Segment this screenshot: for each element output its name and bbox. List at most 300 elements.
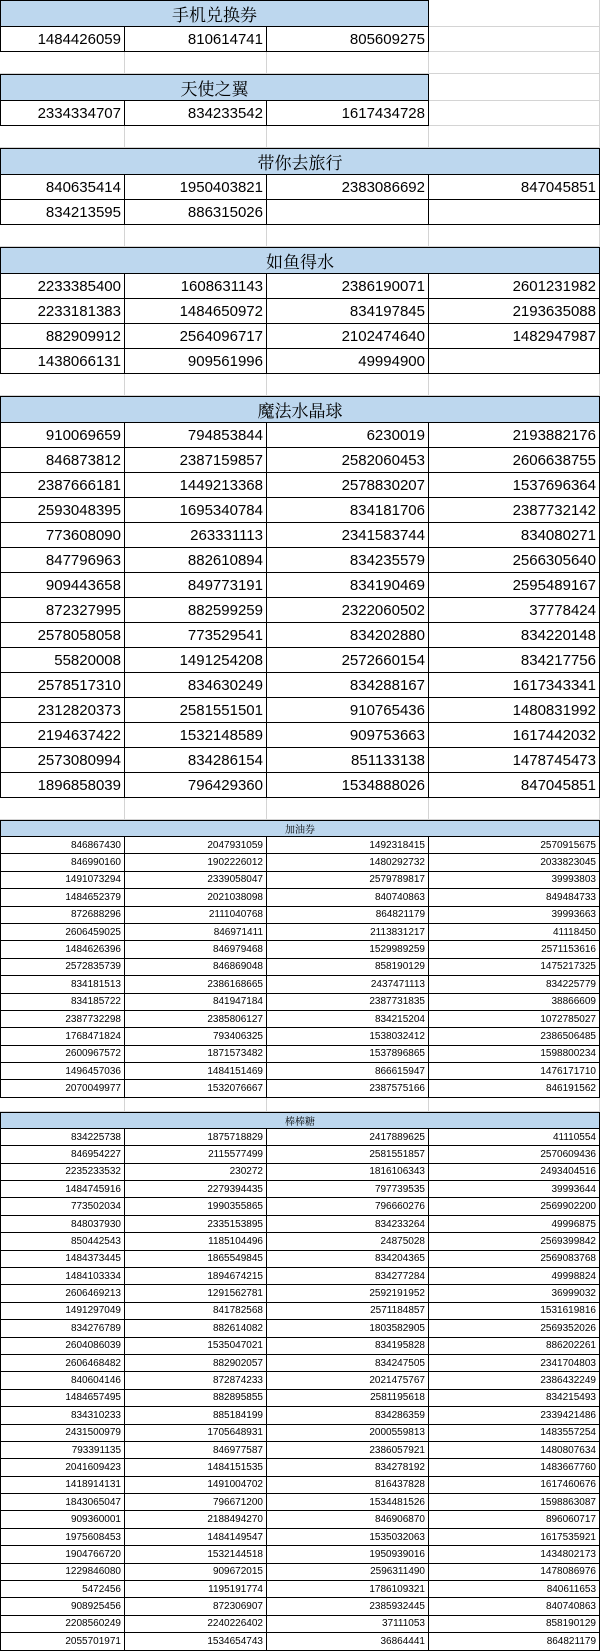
table-cell[interactable]: 1894674215 (125, 1268, 267, 1285)
table-cell[interactable]: 1484426059 (0, 27, 125, 52)
table-cell[interactable]: 847045851 (429, 175, 600, 200)
table-cell[interactable]: 2431500979 (0, 1425, 125, 1442)
empty-cell[interactable] (125, 1098, 267, 1112)
table-cell[interactable]: 841947184 (125, 994, 267, 1011)
table-cell[interactable]: 834195828 (267, 1338, 429, 1355)
empty-cell[interactable] (429, 374, 600, 396)
table-cell[interactable]: 2115577499 (125, 1146, 267, 1163)
empty-cell[interactable] (429, 52, 600, 74)
table-cell[interactable]: 846191562 (429, 1080, 600, 1097)
table-cell[interactable]: 909360001 (0, 1511, 125, 1528)
table-cell[interactable]: 834278192 (267, 1459, 429, 1476)
table-cell[interactable]: 1484373445 (0, 1251, 125, 1268)
table-cell[interactable]: 49998824 (429, 1268, 600, 1285)
table-cell[interactable]: 2279394435 (125, 1181, 267, 1198)
table-cell[interactable]: 2582060453 (267, 448, 429, 473)
empty-cell[interactable] (125, 374, 267, 396)
table-cell[interactable]: 2383086692 (267, 175, 429, 200)
table-cell[interactable]: 2566305640 (429, 548, 600, 573)
section-title[interactable]: 加油券 (0, 820, 600, 837)
table-cell[interactable]: 886202261 (429, 1338, 600, 1355)
empty-cell[interactable] (429, 0, 600, 27)
table-cell[interactable]: 896060717 (429, 1511, 600, 1528)
table-cell[interactable]: 2334334707 (0, 101, 125, 126)
table-cell[interactable]: 1904766720 (0, 1546, 125, 1563)
table-cell[interactable]: 840635414 (0, 175, 125, 200)
table-cell[interactable]: 1491004702 (125, 1477, 267, 1494)
table-cell[interactable] (429, 101, 600, 126)
table-cell[interactable]: 2111040768 (125, 907, 267, 924)
empty-cell[interactable] (267, 225, 429, 247)
table-cell[interactable]: 834286359 (267, 1407, 429, 1424)
table-cell[interactable]: 1291562781 (125, 1285, 267, 1302)
table-cell[interactable]: 2578830207 (267, 473, 429, 498)
table-cell[interactable]: 55820008 (0, 648, 125, 673)
table-cell[interactable]: 1072785027 (429, 1011, 600, 1028)
table-cell[interactable]: 850442543 (0, 1233, 125, 1250)
table-cell[interactable]: 36864441 (267, 1633, 429, 1650)
table-cell[interactable]: 1483557254 (429, 1425, 600, 1442)
table-cell[interactable]: 882909912 (0, 324, 125, 349)
table-cell[interactable]: 805609275 (267, 27, 429, 52)
table-cell[interactable]: 834190469 (267, 573, 429, 598)
empty-cell[interactable] (429, 74, 600, 101)
table-cell[interactable]: 263331113 (125, 523, 267, 548)
empty-cell[interactable] (125, 798, 267, 820)
table-cell[interactable]: 2569352026 (429, 1320, 600, 1337)
table-cell[interactable]: 2604086039 (0, 1338, 125, 1355)
table-cell[interactable]: 2033823045 (429, 854, 600, 871)
table-cell[interactable]: 797739535 (267, 1181, 429, 1198)
table-cell[interactable]: 2070049977 (0, 1080, 125, 1097)
table-cell[interactable]: 1538032412 (267, 1028, 429, 1045)
table-cell[interactable]: 1491297049 (0, 1303, 125, 1320)
table-cell[interactable] (429, 349, 600, 374)
table-cell[interactable]: 2600967572 (0, 1046, 125, 1063)
table-cell[interactable] (429, 200, 600, 225)
table-cell[interactable]: 37111053 (267, 1616, 429, 1633)
table-cell[interactable]: 909561996 (125, 349, 267, 374)
section-title[interactable]: 魔法水晶球 (0, 396, 600, 423)
table-cell[interactable]: 1185104496 (125, 1233, 267, 1250)
table-cell[interactable]: 1484657495 (0, 1390, 125, 1407)
table-cell[interactable]: 847045851 (429, 773, 600, 798)
table-cell[interactable]: 2322060502 (267, 598, 429, 623)
table-cell[interactable]: 834225779 (429, 976, 600, 993)
empty-cell[interactable] (0, 126, 125, 148)
table-cell[interactable]: 41118450 (429, 924, 600, 941)
table-cell[interactable]: 840604146 (0, 1372, 125, 1389)
table-cell[interactable]: 834233542 (125, 101, 267, 126)
table-cell[interactable]: 2021475767 (267, 1372, 429, 1389)
table-cell[interactable]: 834215493 (429, 1390, 600, 1407)
table-cell[interactable]: 1478745473 (429, 748, 600, 773)
table-cell[interactable]: 840740863 (267, 889, 429, 906)
table-cell[interactable]: 1482947987 (429, 324, 600, 349)
table-cell[interactable]: 834213595 (0, 200, 125, 225)
table-cell[interactable]: 2047931059 (125, 837, 267, 854)
table-cell[interactable]: 864821179 (267, 907, 429, 924)
table-cell[interactable]: 1535047021 (125, 1338, 267, 1355)
empty-cell[interactable] (125, 126, 267, 148)
table-cell[interactable]: 834181706 (267, 498, 429, 523)
table-cell[interactable]: 2312820373 (0, 698, 125, 723)
table-cell[interactable]: 1617434728 (267, 101, 429, 126)
table-cell[interactable]: 886315026 (125, 200, 267, 225)
table-cell[interactable]: 1480292732 (267, 854, 429, 871)
table-cell[interactable]: 1484745916 (0, 1181, 125, 1198)
table-cell[interactable] (429, 27, 600, 52)
table-cell[interactable]: 846990160 (0, 854, 125, 871)
table-cell[interactable]: 2569083768 (429, 1251, 600, 1268)
table-cell[interactable]: 816437828 (267, 1477, 429, 1494)
table-cell[interactable]: 1532076667 (125, 1080, 267, 1097)
empty-cell[interactable] (0, 225, 125, 247)
table-cell[interactable]: 2235233532 (0, 1164, 125, 1181)
table-cell[interactable]: 2386190071 (267, 274, 429, 299)
section-title[interactable]: 棒棒糖 (0, 1112, 600, 1129)
empty-cell[interactable] (267, 1098, 429, 1112)
section-title[interactable]: 如鱼得水 (0, 247, 600, 274)
table-cell[interactable]: 1617460676 (429, 1477, 600, 1494)
table-cell[interactable]: 1950403821 (125, 175, 267, 200)
table-cell[interactable]: 2055701971 (0, 1633, 125, 1650)
table-cell[interactable]: 24875028 (267, 1233, 429, 1250)
table-cell[interactable]: 1484626396 (0, 941, 125, 958)
table-cell[interactable]: 1617343341 (429, 673, 600, 698)
table-cell[interactable]: 1535032063 (267, 1529, 429, 1546)
table-cell[interactable]: 872688296 (0, 907, 125, 924)
table-cell[interactable]: 1608631143 (125, 274, 267, 299)
table-cell[interactable]: 1950939016 (267, 1546, 429, 1563)
table-cell[interactable]: 834080271 (429, 523, 600, 548)
table-cell[interactable]: 2493404516 (429, 1164, 600, 1181)
table-cell[interactable]: 834181513 (0, 976, 125, 993)
table-cell[interactable]: 834276789 (0, 1320, 125, 1337)
table-cell[interactable]: 2581551857 (267, 1146, 429, 1163)
table-cell[interactable]: 2341704803 (429, 1355, 600, 1372)
table-cell[interactable]: 773608090 (0, 523, 125, 548)
empty-cell[interactable] (0, 374, 125, 396)
table-cell[interactable]: 41110554 (429, 1129, 600, 1146)
empty-cell[interactable] (125, 225, 267, 247)
table-cell[interactable]: 834215204 (267, 1011, 429, 1028)
table-cell[interactable]: 2593048395 (0, 498, 125, 523)
table-cell[interactable]: 1843065047 (0, 1494, 125, 1511)
table-cell[interactable]: 2572835739 (0, 959, 125, 976)
table-cell[interactable]: 2000559813 (267, 1425, 429, 1442)
section-title[interactable]: 带你去旅行 (0, 148, 600, 175)
table-cell[interactable]: 1705648931 (125, 1425, 267, 1442)
table-cell[interactable]: 1475217325 (429, 959, 600, 976)
table-cell[interactable]: 796671200 (125, 1494, 267, 1511)
table-cell[interactable]: 796429360 (125, 773, 267, 798)
table-cell[interactable]: 851133138 (267, 748, 429, 773)
table-cell[interactable]: 2102474640 (267, 324, 429, 349)
table-cell[interactable]: 2572660154 (267, 648, 429, 673)
table-cell[interactable]: 834288167 (267, 673, 429, 698)
table-cell[interactable]: 2606459025 (0, 924, 125, 941)
table-cell[interactable]: 1534888026 (267, 773, 429, 798)
table-cell[interactable]: 2437471113 (267, 976, 429, 993)
table-cell[interactable]: 858190129 (429, 1616, 600, 1633)
table-cell[interactable]: 834310233 (0, 1407, 125, 1424)
table-cell[interactable]: 39993803 (429, 872, 600, 889)
table-cell[interactable]: 849484733 (429, 889, 600, 906)
table-cell[interactable]: 2564096717 (125, 324, 267, 349)
table-cell[interactable]: 872306907 (125, 1598, 267, 1615)
table-cell[interactable]: 834235579 (267, 548, 429, 573)
table-cell[interactable]: 773502034 (0, 1198, 125, 1215)
table-cell[interactable]: 1434802173 (429, 1546, 600, 1563)
table-cell[interactable]: 1496457036 (0, 1063, 125, 1080)
table-cell[interactable]: 2606638755 (429, 448, 600, 473)
table-cell[interactable]: 1480831992 (429, 698, 600, 723)
table-cell[interactable]: 2579789817 (267, 872, 429, 889)
table-cell[interactable]: 840740863 (429, 1598, 600, 1615)
table-cell[interactable]: 1229846080 (0, 1564, 125, 1581)
empty-cell[interactable] (0, 1098, 125, 1112)
section-title[interactable]: 手机兑换券 (0, 0, 429, 27)
table-cell[interactable]: 1786109321 (267, 1581, 429, 1598)
table-cell[interactable]: 1695340784 (125, 498, 267, 523)
table-cell[interactable]: 866615947 (267, 1063, 429, 1080)
table-cell[interactable]: 2571153616 (429, 941, 600, 958)
table-cell[interactable]: 1484151535 (125, 1459, 267, 1476)
table-cell[interactable]: 2571184857 (267, 1303, 429, 1320)
table-cell[interactable]: 1532144518 (125, 1546, 267, 1563)
table-cell[interactable]: 1532148589 (125, 723, 267, 748)
table-cell[interactable]: 872327995 (0, 598, 125, 623)
table-cell[interactable]: 773529541 (125, 623, 267, 648)
empty-cell[interactable] (429, 225, 600, 247)
table-cell[interactable]: 846873812 (0, 448, 125, 473)
table-cell[interactable]: 1534481526 (267, 1494, 429, 1511)
table-cell[interactable]: 849773191 (125, 573, 267, 598)
table-cell[interactable]: 2335153895 (125, 1216, 267, 1233)
table-cell[interactable]: 36999032 (429, 1285, 600, 1302)
table-cell[interactable]: 49994900 (267, 349, 429, 374)
table-cell[interactable]: 1195191774 (125, 1581, 267, 1598)
table-cell[interactable]: 834197845 (267, 299, 429, 324)
table-cell[interactable]: 2578517310 (0, 673, 125, 698)
table-cell[interactable]: 846906870 (267, 1511, 429, 1528)
table-cell[interactable]: 1975608453 (0, 1529, 125, 1546)
table-cell[interactable]: 1484103334 (0, 1268, 125, 1285)
table-cell[interactable]: 834286154 (125, 748, 267, 773)
table-cell[interactable]: 882614082 (125, 1320, 267, 1337)
table-cell[interactable]: 1483667760 (429, 1459, 600, 1476)
table-cell[interactable]: 834233264 (267, 1216, 429, 1233)
table-cell[interactable]: 864821179 (429, 1633, 600, 1650)
table-cell[interactable]: 882599259 (125, 598, 267, 623)
table-cell[interactable]: 1478086976 (429, 1564, 600, 1581)
table-cell[interactable]: 1534654743 (125, 1633, 267, 1650)
table-cell[interactable]: 2386057921 (267, 1442, 429, 1459)
table-cell[interactable]: 39993644 (429, 1181, 600, 1198)
table-cell[interactable]: 910765436 (267, 698, 429, 723)
table-cell[interactable]: 1816106343 (267, 1164, 429, 1181)
table-cell[interactable]: 2581195618 (267, 1390, 429, 1407)
table-cell[interactable]: 2387732298 (0, 1011, 125, 1028)
empty-cell[interactable] (0, 52, 125, 74)
table-cell[interactable]: 2387159857 (125, 448, 267, 473)
table-cell[interactable]: 2339058047 (125, 872, 267, 889)
table-cell[interactable]: 2193882176 (429, 423, 600, 448)
table-cell[interactable]: 2339421486 (429, 1407, 600, 1424)
table-cell[interactable]: 2570609436 (429, 1146, 600, 1163)
empty-cell[interactable] (0, 798, 125, 820)
empty-cell[interactable] (267, 798, 429, 820)
table-cell[interactable]: 2385932445 (267, 1598, 429, 1615)
table-cell[interactable]: 2573080994 (0, 748, 125, 773)
table-cell[interactable]: 2569902200 (429, 1198, 600, 1215)
table-cell[interactable]: 847796963 (0, 548, 125, 573)
empty-cell[interactable] (125, 52, 267, 74)
table-cell[interactable]: 1480807634 (429, 1442, 600, 1459)
table-cell[interactable]: 796660276 (267, 1198, 429, 1215)
table-cell[interactable]: 2233181383 (0, 299, 125, 324)
table-cell[interactable]: 1598863087 (429, 1494, 600, 1511)
empty-cell[interactable] (429, 798, 600, 820)
table-cell[interactable]: 1865549845 (125, 1251, 267, 1268)
table-cell[interactable]: 2208560249 (0, 1616, 125, 1633)
table-cell[interactable]: 909672015 (125, 1564, 267, 1581)
table-cell[interactable]: 872874233 (125, 1372, 267, 1389)
table-cell[interactable]: 834220148 (429, 623, 600, 648)
table-cell[interactable]: 2606469213 (0, 1285, 125, 1302)
table-cell[interactable]: 910069659 (0, 423, 125, 448)
table-cell[interactable]: 793391135 (0, 1442, 125, 1459)
table-cell[interactable]: 1617535921 (429, 1529, 600, 1546)
table-cell[interactable]: 1803582905 (267, 1320, 429, 1337)
table-cell[interactable]: 834185722 (0, 994, 125, 1011)
table-cell[interactable]: 846867430 (0, 837, 125, 854)
table-cell[interactable]: 1768471824 (0, 1028, 125, 1045)
table-cell[interactable]: 2341583744 (267, 523, 429, 548)
empty-cell[interactable] (429, 126, 600, 148)
table-cell[interactable]: 6230019 (267, 423, 429, 448)
table-cell[interactable]: 1537696364 (429, 473, 600, 498)
table-cell[interactable]: 908925456 (0, 1598, 125, 1615)
table-cell[interactable]: 5472456 (0, 1581, 125, 1598)
table-cell[interactable]: 1529989259 (267, 941, 429, 958)
table-cell[interactable]: 1449213368 (125, 473, 267, 498)
table-cell[interactable]: 1438066131 (0, 349, 125, 374)
table-cell[interactable]: 834217756 (429, 648, 600, 673)
table-cell[interactable]: 2606468482 (0, 1355, 125, 1372)
table-cell[interactable]: 1476171710 (429, 1063, 600, 1080)
table-cell[interactable]: 834630249 (125, 673, 267, 698)
table-cell[interactable]: 1871573482 (125, 1046, 267, 1063)
table-cell[interactable]: 37778424 (429, 598, 600, 623)
table-cell[interactable]: 2386432249 (429, 1372, 600, 1389)
table-cell[interactable]: 2387731835 (267, 994, 429, 1011)
table-cell[interactable] (267, 200, 429, 225)
table-cell[interactable]: 2385806127 (125, 1011, 267, 1028)
empty-cell[interactable] (267, 126, 429, 148)
empty-cell[interactable] (267, 374, 429, 396)
table-cell[interactable]: 1484650972 (125, 299, 267, 324)
table-cell[interactable]: 2387575166 (267, 1080, 429, 1097)
table-cell[interactable]: 1617442032 (429, 723, 600, 748)
table-cell[interactable]: 2240226402 (125, 1616, 267, 1633)
table-cell[interactable]: 1896858039 (0, 773, 125, 798)
table-cell[interactable]: 1492318415 (267, 837, 429, 854)
table-cell[interactable]: 834277284 (267, 1268, 429, 1285)
table-cell[interactable]: 230272 (125, 1164, 267, 1181)
table-cell[interactable]: 1484652379 (0, 889, 125, 906)
table-cell[interactable]: 909443658 (0, 573, 125, 598)
table-cell[interactable]: 1491073294 (0, 872, 125, 889)
table-cell[interactable]: 39993663 (429, 907, 600, 924)
table-cell[interactable]: 49996875 (429, 1216, 600, 1233)
table-cell[interactable]: 1990355865 (125, 1198, 267, 1215)
table-cell[interactable]: 2595489167 (429, 573, 600, 598)
table-cell[interactable]: 1491254208 (125, 648, 267, 673)
table-cell[interactable]: 834204365 (267, 1251, 429, 1268)
table-cell[interactable]: 2188494270 (125, 1511, 267, 1528)
table-cell[interactable]: 885184199 (125, 1407, 267, 1424)
empty-cell[interactable] (429, 1098, 600, 1112)
table-cell[interactable]: 834225738 (0, 1129, 125, 1146)
table-cell[interactable]: 793406325 (125, 1028, 267, 1045)
table-cell[interactable]: 2386506485 (429, 1028, 600, 1045)
table-cell[interactable]: 1902226012 (125, 854, 267, 871)
table-cell[interactable]: 1537896865 (267, 1046, 429, 1063)
table-cell[interactable]: 1875718829 (125, 1129, 267, 1146)
table-cell[interactable]: 841782568 (125, 1303, 267, 1320)
table-cell[interactable]: 846977587 (125, 1442, 267, 1459)
table-cell[interactable]: 846979468 (125, 941, 267, 958)
table-cell[interactable]: 2194637422 (0, 723, 125, 748)
table-cell[interactable]: 2387666181 (0, 473, 125, 498)
table-cell[interactable]: 909753663 (267, 723, 429, 748)
table-cell[interactable]: 858190129 (267, 959, 429, 976)
table-cell[interactable]: 1531619816 (429, 1303, 600, 1320)
table-cell[interactable]: 2386168665 (125, 976, 267, 993)
table-cell[interactable]: 2417889625 (267, 1129, 429, 1146)
table-cell[interactable]: 2113831217 (267, 924, 429, 941)
table-cell[interactable]: 2592191952 (267, 1285, 429, 1302)
table-cell[interactable]: 2233385400 (0, 274, 125, 299)
table-cell[interactable]: 2596311490 (267, 1564, 429, 1581)
table-cell[interactable]: 882610894 (125, 548, 267, 573)
table-cell[interactable]: 794853844 (125, 423, 267, 448)
table-cell[interactable]: 1598800234 (429, 1046, 600, 1063)
table-cell[interactable]: 2578058058 (0, 623, 125, 648)
table-cell[interactable]: 834202880 (267, 623, 429, 648)
table-cell[interactable]: 834247505 (267, 1355, 429, 1372)
table-cell[interactable]: 2387732142 (429, 498, 600, 523)
section-title[interactable]: 天使之翼 (0, 74, 429, 101)
table-cell[interactable]: 38866609 (429, 994, 600, 1011)
table-cell[interactable]: 2041609423 (0, 1459, 125, 1476)
table-cell[interactable]: 1418914131 (0, 1477, 125, 1494)
table-cell[interactable]: 846954227 (0, 1146, 125, 1163)
table-cell[interactable]: 2569399842 (429, 1233, 600, 1250)
table-cell[interactable]: 1484149547 (125, 1529, 267, 1546)
table-cell[interactable]: 846869048 (125, 959, 267, 976)
table-cell[interactable]: 882895855 (125, 1390, 267, 1407)
table-cell[interactable]: 848037930 (0, 1216, 125, 1233)
table-cell[interactable]: 810614741 (125, 27, 267, 52)
table-cell[interactable]: 2581551501 (125, 698, 267, 723)
table-cell[interactable]: 2570915675 (429, 837, 600, 854)
table-cell[interactable]: 1484151469 (125, 1063, 267, 1080)
table-cell[interactable]: 2021038098 (125, 889, 267, 906)
empty-cell[interactable] (267, 52, 429, 74)
